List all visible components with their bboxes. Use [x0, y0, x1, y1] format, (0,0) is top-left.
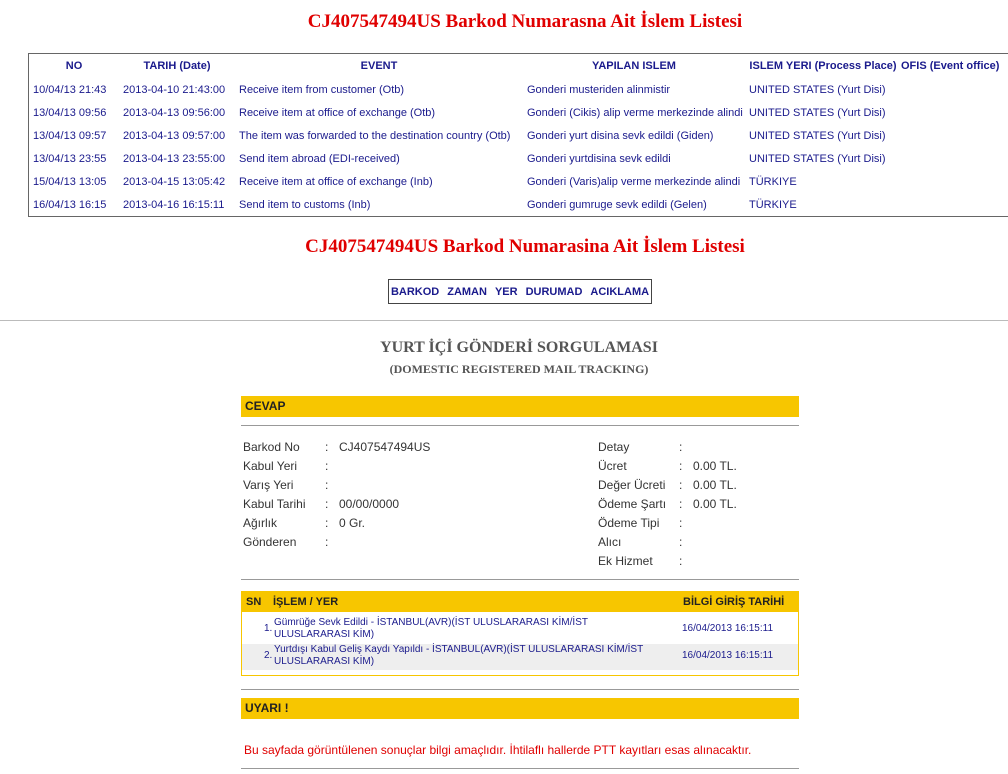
field-colon: :	[325, 459, 329, 473]
table-row	[29, 124, 1008, 147]
table-row	[29, 170, 1008, 193]
cell-no: 10/04/13 21:43	[33, 83, 107, 96]
col-header-no: NO	[65, 60, 83, 72]
field-label: Ek Hizmet	[598, 554, 653, 568]
cell-date: 2013-04-13 09:57:00	[123, 129, 226, 142]
history-date: 16/04/2013 16:15:11	[682, 650, 774, 661]
cell-process: Gonderi (Varis)alip verme merkezinde alindi	[527, 175, 741, 188]
field-label: Alıcı	[598, 535, 622, 549]
field-label: Detay	[598, 440, 630, 454]
history-row	[242, 644, 798, 670]
cell-office	[901, 193, 1008, 216]
page-title: CJ407547494US Barkod Numarasna Ait İslem Listesi	[307, 11, 743, 32]
field-colon: :	[679, 440, 683, 454]
cell-no: 13/04/13 23:55	[33, 152, 107, 165]
cell-office	[901, 101, 1008, 124]
cell-office	[901, 170, 1008, 193]
field-value: CJ407547494US	[339, 440, 431, 454]
sort-links-box	[388, 279, 652, 304]
col-header-process: YAPILAN ISLEM	[592, 60, 676, 72]
field-label: Ücret	[598, 459, 627, 473]
history-desc-line: Gümrüğe Sevk Edildi - İSTANBUL(AVR)(İST ULUSLARARASI KİM/İST	[274, 617, 588, 628]
field-value: 0.00 TL.	[693, 497, 737, 511]
cell-event: Receive item at office of exchange (Inb)	[239, 175, 433, 188]
link-zaman[interactable]: ZAMAN	[447, 285, 487, 298]
history-num: 1.	[264, 623, 273, 634]
field-colon: :	[679, 554, 683, 568]
col-header-office: OFIS (Event office)	[901, 60, 1000, 72]
link-yer[interactable]: YER	[494, 285, 518, 298]
cell-date: 2013-04-10 21:43:00	[123, 83, 226, 96]
field-label: Ödeme Tipi	[598, 516, 660, 530]
field-colon: :	[325, 497, 329, 511]
cell-process: Gonderi gumruge sevk edildi (Gelen)	[527, 198, 707, 211]
history-header-sn: SN	[246, 596, 262, 608]
tracking-table-container	[28, 53, 1008, 217]
cell-event: Receive item from customer (Otb)	[239, 83, 405, 96]
col-header-event: EVENT	[360, 60, 398, 72]
field-colon: :	[679, 459, 683, 473]
history-desc	[274, 617, 674, 641]
cell-date: 2013-04-13 09:56:00	[123, 106, 226, 119]
section-title: CJ407547494US Barkod Numarasina Ait İslem Listesi	[305, 236, 745, 257]
field-colon: :	[325, 478, 329, 492]
cell-office	[901, 124, 1008, 147]
cell-office	[901, 147, 1008, 170]
divider	[241, 689, 799, 690]
field-label: Ağırlık	[243, 516, 278, 530]
field-colon: :	[325, 516, 329, 530]
cell-no: 15/04/13 13:05	[33, 175, 107, 188]
cell-date: 2013-04-13 23:55:00	[123, 152, 226, 165]
warning-text: Bu sayfada görüntülenen sonuçlar bilgi amaçlıdır. İhtilaflı hallerde PTT kayıtları esas alınacaktır.	[244, 743, 752, 757]
cell-process: Gonderi yurtdisina sevk edildi	[527, 152, 671, 165]
cell-place: UNITED STATES (Yurt Disi)	[749, 83, 886, 96]
cell-no: 13/04/13 09:57	[33, 129, 107, 142]
divider	[0, 320, 1008, 321]
field-label: Gönderen	[243, 535, 297, 549]
field-colon: :	[679, 535, 683, 549]
field-label: Varış Yeri	[243, 478, 294, 492]
cevap-header: CEVAP	[241, 396, 799, 417]
divider	[241, 768, 799, 769]
field-colon: :	[679, 478, 683, 492]
field-colon: :	[325, 440, 329, 454]
cell-event: Receive item at office of exchange (Otb)	[239, 106, 436, 119]
cell-place: TÜRKIYE	[749, 198, 797, 211]
cell-place: TÜRKIYE	[749, 175, 797, 188]
domestic-subtitle: (DOMESTIC REGISTERED MAIL TRACKING)	[389, 362, 649, 376]
cell-event: The item was forwarded to the destination country (Otb)	[239, 129, 511, 142]
history-desc-line: ULUSLARARASI KİM)	[274, 656, 375, 667]
cell-date: 2013-04-15 13:05:42	[123, 175, 226, 188]
cell-process: Gonderi musteriden alinmistir	[527, 83, 671, 96]
cell-process: Gonderi yurt disina sevk edildi (Giden)	[527, 129, 714, 142]
field-colon: :	[679, 497, 683, 511]
link-aciklama[interactable]: ACIKLAMA	[590, 285, 650, 298]
field-value: 00/00/0000	[339, 497, 400, 511]
cell-event: Send item to customs (Inb)	[239, 198, 371, 211]
history-desc	[274, 644, 674, 668]
cell-place: UNITED STATES (Yurt Disi)	[749, 106, 886, 119]
col-header-place: ISLEM YERI (Process Place)	[749, 60, 897, 72]
field-value: 0.00 TL.	[693, 459, 737, 473]
field-colon: :	[679, 516, 683, 530]
table-row	[29, 101, 1008, 124]
field-label: Kabul Tarihi	[243, 497, 306, 511]
divider	[241, 579, 799, 580]
cell-process: Gonderi (Cikis) alip verme merkezinde alindi	[527, 106, 743, 119]
link-durumad[interactable]: DURUMAD	[525, 285, 583, 298]
cell-event: Send item abroad (EDI-received)	[239, 152, 400, 165]
field-label: Ödeme Şartı	[598, 497, 667, 511]
history-num: 2.	[264, 650, 273, 661]
cell-place: UNITED STATES (Yurt Disi)	[749, 152, 886, 165]
tracking-table	[29, 54, 1008, 216]
cell-no: 13/04/13 09:56	[33, 106, 107, 119]
history-header-islem: İŞLEM / YER	[273, 596, 339, 608]
table-row	[29, 193, 1008, 216]
history-table	[241, 591, 799, 676]
history-desc-line: Yurtdışı Kabul Geliş Kaydı Yapıldı - İSTANBUL(AVR)(İST ULUSLARARASI KİM/İST	[274, 644, 644, 655]
link-barkod[interactable]: BARKOD	[390, 285, 440, 298]
table-row	[29, 78, 1008, 101]
cell-place: UNITED STATES (Yurt Disi)	[749, 129, 886, 142]
field-value: 0 Gr.	[339, 516, 366, 530]
history-desc-line: ULUSLARARASI KİM)	[274, 629, 375, 640]
history-header	[242, 592, 798, 612]
field-label: Değer Ücreti	[598, 478, 666, 492]
cell-office	[901, 78, 1008, 101]
field-colon: :	[325, 535, 329, 549]
history-date: 16/04/2013 16:15:11	[682, 623, 774, 634]
col-header-date: TARIH (Date)	[143, 60, 211, 72]
history-header-tarih: BİLGİ GİRİŞ TARİHİ	[683, 596, 785, 608]
table-row	[29, 147, 1008, 170]
domestic-title: YURT İÇİ GÖNDERİ SORGULAMASI	[380, 339, 658, 356]
cell-no: 16/04/13 16:15	[33, 198, 107, 211]
uyari-header: UYARI !	[241, 698, 799, 719]
cell-date: 2013-04-16 16:15:11	[123, 198, 225, 211]
field-value: 0.00 TL.	[693, 478, 737, 492]
field-label: Kabul Yeri	[243, 459, 298, 473]
history-row	[242, 617, 798, 643]
field-label: Barkod No	[243, 440, 300, 454]
divider	[241, 425, 799, 426]
table-header-row	[29, 54, 1008, 78]
